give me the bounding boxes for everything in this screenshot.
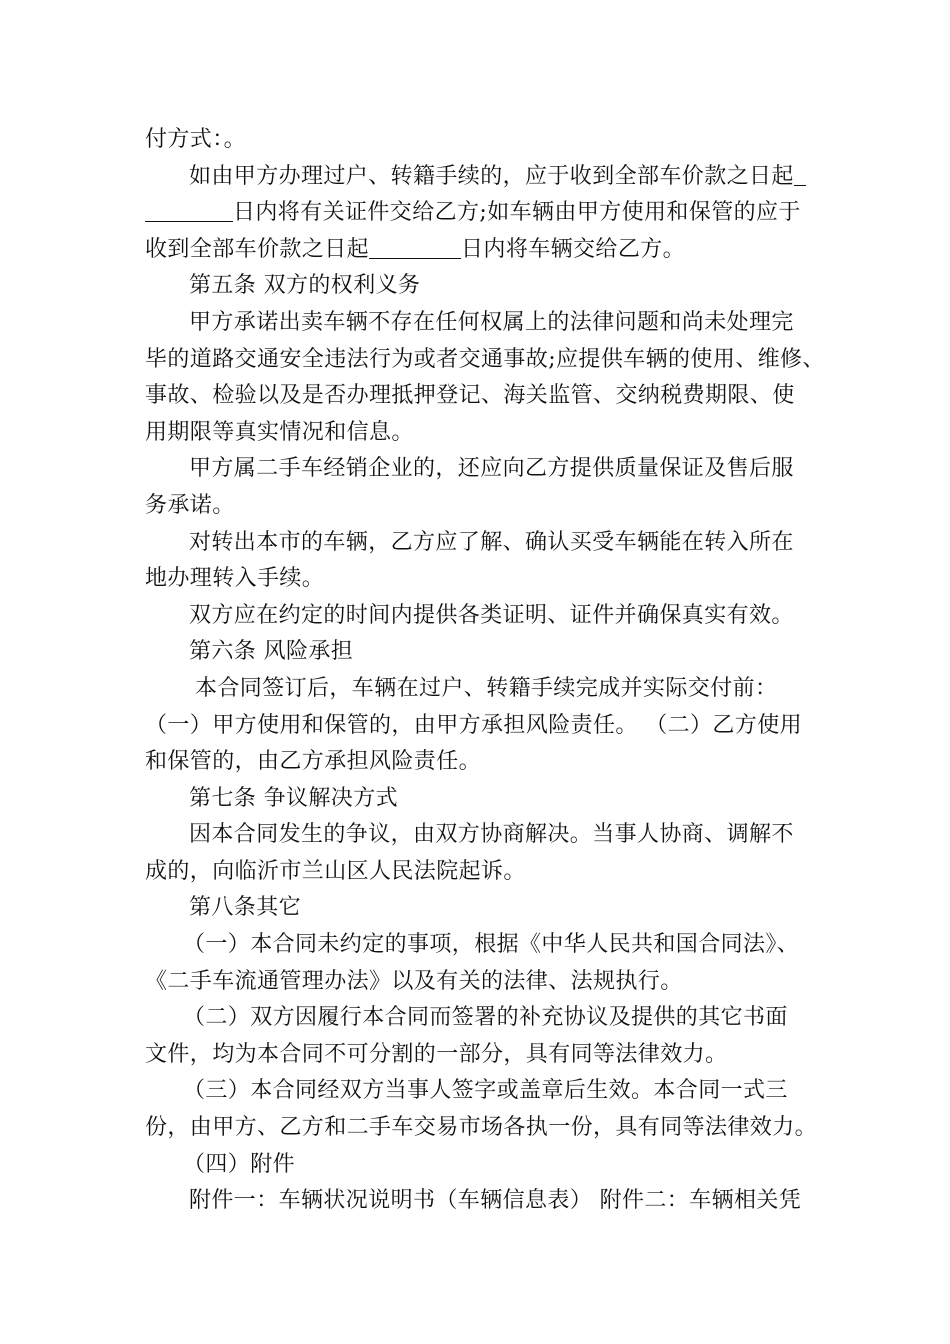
text-line: 份，由甲方、乙方和二手车交易市场各执一份，具有同等法律效力。 [145, 1115, 818, 1141]
text-line: 事故、检验以及是否办理抵押登记、海关监管、交纳税费期限、使 [145, 383, 795, 409]
text-line: 双方应在约定的时间内提供各类证明、证件并确保真实有效。 [189, 602, 794, 628]
text-line: （四）附件 [183, 1151, 296, 1177]
text-line: 本合同签订后，车辆在过户、转籍手续完成并实际交付前： [195, 675, 778, 701]
text-line: 付方式：。 [145, 127, 247, 152]
text-line: （一）本合同未约定的事项，根据《中华人民共和国合同法》、 [183, 932, 800, 958]
text-line: 《二手车流通管理办法》以及有关的法律、法规执行。 [145, 968, 683, 994]
text-line: （三）本合同经双方当事人签字或盖章后生效。本合同一式三 [183, 1078, 788, 1104]
fill-blank [369, 236, 461, 259]
fill-blank [145, 199, 233, 222]
text-line: 因本合同发生的争议，由双方协商解决。当事人协商、调解不 [189, 822, 794, 848]
text-line: 用期限等真实情况和信息。 [145, 419, 414, 445]
fill-blank [794, 163, 806, 186]
text-line: 毕的道路交通安全违法行为或者交通事故;应提供车辆的使用、维修、 [145, 346, 825, 372]
text-line: 甲方属二手车经销企业的，还应向乙方提供质量保证及售后服 [189, 456, 794, 482]
text-line: 收到全部车价款之日起 日内将车辆交给乙方。 [145, 236, 686, 262]
text-line: 和保管的，由乙方承担风险责任。 [145, 749, 482, 775]
text-line: 地办理转入手续。 [145, 566, 325, 592]
text-line: 成的，向临沂市兰山区人民法院起诉。 [145, 858, 526, 884]
section-heading: 第五条 双方的权利义务 [189, 273, 421, 299]
contract-text [145, 122, 825, 1220]
text-line: 甲方承诺出卖车辆不存在任何权属上的法律问题和尚未处理完 [189, 309, 794, 335]
section-heading: 第六条 风险承担 [189, 639, 354, 665]
text-line: 文件，均为本合同不可分割的一部分，具有同等法律效力。 [145, 1041, 728, 1067]
text-line: 务承诺。 [145, 492, 235, 518]
text-line: 日内将有关证件交给乙方;如车辆由甲方使用和保管的应于 [145, 195, 810, 232]
text-line: （一）甲方使用和保管的，由甲方承担风险责任。 （二）乙方使用 [145, 712, 802, 738]
section-heading: 第七条 争议解决方式 [189, 785, 398, 811]
text-line: （二）双方因履行本合同而签署的补充协议及提供的其它书面 [183, 1005, 788, 1031]
text-line: 附件一：车辆状况说明书（车辆信息表） 附件二：车辆相关凭 [189, 1188, 802, 1214]
text-line: 对转出本市的车辆，乙方应了解、确认买受车辆能在转入所在 [189, 529, 794, 555]
text-line: 如由甲方办理过户、转籍手续的，应于收到全部车价款之日起 [145, 159, 810, 196]
section-heading: 第八条其它 [189, 895, 302, 921]
